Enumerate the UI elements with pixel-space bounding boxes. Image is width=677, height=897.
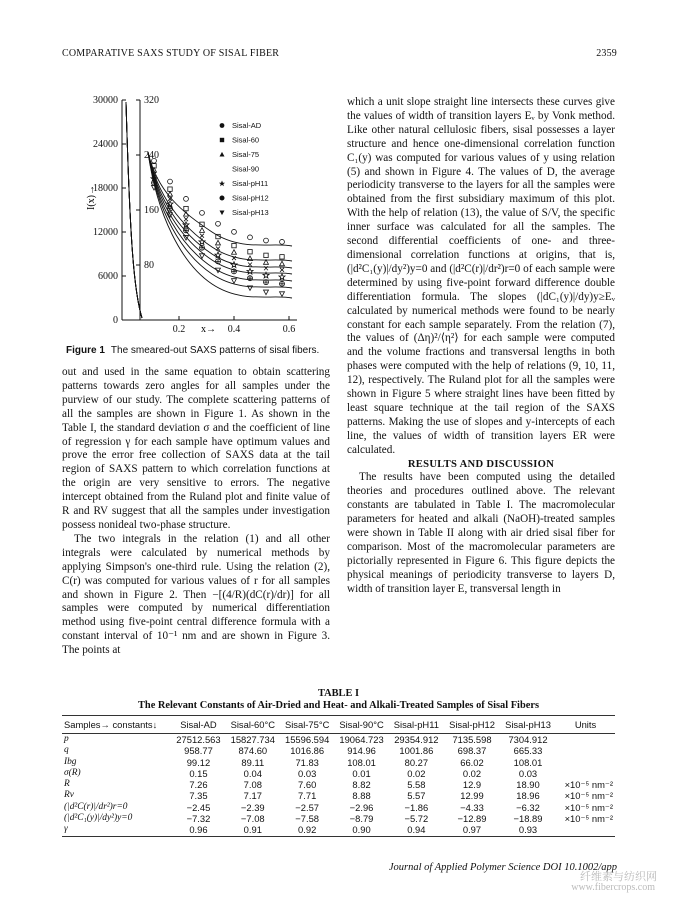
table-column-header: Sisal-pH11 [389, 716, 444, 734]
table-row [62, 813, 615, 824]
table-cell: 18.96 [516, 790, 540, 802]
marker-triangle [220, 152, 225, 157]
marker-circle [200, 210, 205, 215]
table-cell: −1.86 [404, 801, 429, 813]
table-row-label: (|d²C₁(y)|/dy²)y=0 [64, 813, 133, 824]
table-cell: 7.08 [243, 779, 262, 791]
table-cell [556, 745, 615, 756]
table-cell: 0.02 [462, 767, 482, 779]
legend-entry: Sisal-60 [232, 135, 260, 145]
y-tick-inner: 80 [144, 260, 154, 271]
table-cell: 7304.912 [508, 734, 548, 745]
y-tick-inner: 160 [144, 205, 159, 216]
marker-triangle [280, 261, 285, 266]
y-tick-outer: 18000 [93, 183, 118, 194]
table-row-label: p [64, 734, 69, 744]
marker-triangle [200, 228, 205, 233]
marker-circle [168, 179, 173, 184]
marker-triangle [216, 240, 221, 245]
table-cell: 99.12 [186, 756, 211, 768]
table-row [62, 745, 615, 756]
table-cell: ×10⁻⁵ nm⁻² [564, 779, 613, 791]
table-column-header: Sisal-AD [171, 716, 225, 734]
table-cell: ×10⁻⁵ nm⁻² [564, 813, 613, 825]
table-cell: 5.58 [407, 779, 426, 791]
table-column-header: Sisal-pH13 [500, 716, 556, 734]
marker-circle [280, 239, 285, 244]
marker-triangle [232, 250, 237, 255]
marker-circle [216, 221, 221, 226]
table-row [62, 802, 615, 813]
marker-star [199, 239, 205, 245]
left-column [62, 366, 330, 658]
marker-triangle-down [280, 292, 285, 297]
figure-caption [66, 345, 319, 356]
table-column-header: Sisal-90°C [334, 716, 388, 734]
left-paragraph-2: The two integrals in the relation (1) and all other integrals were calculated by numerical methods by applying Simpson's one-third rule. Using the relation (2), C(r) was computed for various values of r for all samples and shown in Figure 2. Then −[(4/R)(dC(r)/dr)] for all samples were computed by numerical differentiation method using five-point central difference formula with a constant interval of 10⁻¹ nm and are shown in Figure 3. The points at [62, 532, 330, 657]
x-axis-label: x→ [201, 324, 216, 335]
table-cell: −8.79 [349, 813, 374, 825]
figure-caption-label: Figure 1 [66, 345, 105, 356]
table-cell: 0.90 [334, 824, 388, 836]
right-paragraph-2: The results have been computed using the detailed theories and procedures outlined above. The relevant constants are tabulated in Table I. The macromolecular parameters for heated and alkali (NaOH)-treated samples were shown in Table II along with air dried sisal fiber for comparison. Most of the macromolecular parameters are pictorially represented in Figure 6. This figure depicts the physical meanings of periodicity transverse to layers D, width of transition layer E, transversal length in [347, 471, 615, 595]
constants-table [62, 715, 615, 837]
table-cell: 1016.86 [290, 745, 325, 757]
y-tick-inner: 320 [144, 95, 159, 106]
marker-square [232, 243, 236, 247]
marker-cross [280, 268, 284, 272]
marker-square [220, 138, 224, 142]
table-cell: 7135.598 [452, 734, 492, 745]
marker-circle [184, 196, 189, 201]
table-cell: 698.37 [457, 745, 487, 757]
table-cell: 665.33 [513, 745, 543, 757]
table-cell: 15827.734 [230, 734, 275, 745]
table-cell: 29354.912 [394, 734, 439, 745]
table-cell: 66.02 [460, 756, 484, 768]
table-cell [556, 768, 615, 779]
table-row-label: (|d²C(r)|/dr²)r=0 [64, 801, 128, 812]
legend-entry: Sisal-pH11 [232, 179, 269, 188]
marker-star [247, 268, 253, 274]
legend-entry: Sisal-75 [232, 150, 260, 159]
marker-circle [264, 238, 269, 243]
marker-star [279, 274, 285, 280]
table-cell: 0.96 [171, 824, 225, 836]
table-row [62, 824, 615, 836]
table-cell: 12.99 [460, 790, 484, 802]
legend-entry: Sisal-pH12 [232, 193, 269, 203]
table-cell: −18.89 [513, 813, 543, 825]
figure-legend [219, 121, 269, 217]
y-tick-inner: 240 [144, 150, 159, 161]
table-cell: 1001.86 [399, 745, 434, 757]
table-row [62, 768, 615, 779]
table-cell: 0.01 [352, 767, 371, 779]
table-cell: −2.39 [240, 801, 265, 813]
watermark-text: 纤维素与纺织网 [580, 871, 657, 883]
table-row [62, 734, 615, 746]
table-cell: 89.11 [241, 756, 265, 768]
table-cell: 71.83 [295, 756, 319, 768]
marker-triangle-down [220, 211, 225, 216]
table-row [62, 757, 615, 768]
table-cell: 5.57 [407, 790, 426, 802]
right-column [347, 96, 615, 597]
table-cell: 19064.723 [339, 734, 384, 745]
marker-cross [216, 247, 220, 251]
table-column-header: Sisal-75°C [280, 716, 334, 734]
table-cell: ×10⁻⁵ nm⁻² [564, 801, 613, 813]
table-cell: 27512.563 [176, 734, 221, 745]
table-1 [62, 688, 615, 837]
table-cell: 8.82 [352, 779, 371, 791]
x-tick: 0.2 [172, 324, 186, 335]
table-cell: 0.97 [444, 824, 500, 836]
marker-circle [220, 123, 225, 128]
table-row [62, 790, 615, 801]
table-column-header: Sisal-60°C [226, 716, 280, 734]
journal-footer: Journal of Applied Polymer Science DOI 10.1002/app [388, 862, 617, 873]
marker-triangle-down [232, 279, 237, 284]
table-cell: −6.32 [516, 801, 540, 813]
table-cell: 0.93 [500, 824, 556, 836]
table-corner-header: Samples→ constants↓ [62, 716, 171, 734]
table-cell: 80.27 [404, 756, 429, 768]
marker-triangle-down [264, 290, 269, 295]
table-cell: 0.94 [389, 824, 444, 836]
table-cell: 7.35 [189, 790, 208, 802]
table-cell [556, 824, 615, 836]
x-tick: 0.6 [282, 324, 296, 335]
table-cell: −2.96 [349, 801, 374, 813]
figure-caption-text: The smeared-out SAXS patterns of sisal fibers. [110, 345, 320, 356]
y-axis-label: I(x)→ [86, 185, 97, 210]
y-tick-outer: 24000 [93, 139, 118, 150]
x-tick: 0.4 [227, 324, 241, 335]
section-title: RESULTS AND DISCUSSION [407, 458, 555, 470]
marker-square [184, 206, 188, 210]
table-cell: 108.01 [347, 756, 376, 768]
table-column-header: Units [556, 716, 615, 734]
right-paragraph-1: which a unit slope straight line intersects these curves give the values of width of transition layers Eᵥ by Vonk method. Like other natural cellulosic fibers, sisal possesses a layer structure and hence one-dimensional correlation function C₁(y) was computed for various values of y using relation (5) and shown in Figure 4. The values of D, the average periodicity transverse to the layers for all the samples were obtained from the first subsidiary maximum of this plot. With the help of relation (13), the value of S/V, the specific inner surface was calculated for all the samples. The second differential coefficients of one- and three-dimensional correlation functions at origins, that is, (|d²C₁(y)|/dy²)y=0 and (|d²C(r)|/dr²)r=0 of each sample were determined by using five-point forward difference double differentiation formula. The slopes (|dC₁(y)|/dy)y≥Eᵥ calculated by numerical methods were found to be nearly constant for each sample separately. From the relation (7), the values of (Δη)²/⟨η²⟩ for each sample were computed and the volume fractions and transversal lengths in both phases were computed with the help of relations (9, 10, 11, 12), respectively. The Ruland plot for all the samples were shown in Figure 5 where straight lines have been fitted by least square technique at the tail region of the SAXS patterns. Making the use of slopes and y-intercepts of each line, the values of width of transition layers ER were calculated. [347, 96, 615, 456]
table-row-label: Rv [64, 790, 74, 801]
table-column-header: Sisal-pH12 [444, 716, 500, 734]
table-cell: 12.9 [462, 779, 482, 791]
table-cell: 7.26 [189, 779, 208, 791]
running-header: COMPARATIVE SAXS STUDY OF SISAL FIBER [62, 48, 280, 59]
table-cell: 7.60 [298, 779, 317, 791]
marker-star [231, 262, 237, 268]
table-cell: ×10⁻⁵ nm⁻² [564, 790, 613, 802]
table-cell: 0.04 [243, 767, 262, 779]
table-row-label: q [64, 745, 69, 756]
table-row-label: R [64, 779, 70, 790]
y-tick-outer: 30000 [93, 95, 118, 106]
legend-entry: Sisal-90 [232, 164, 260, 174]
table-title: The Relevant Constants of Air-Dried and Heat- and Alkali-Treated Samples of Sisal Fibers [137, 700, 539, 711]
legend-entry: Sisal-AD [232, 121, 262, 130]
table-cell: −2.45 [186, 801, 211, 813]
marker-square [264, 253, 268, 257]
page-number: 2359 [596, 48, 617, 59]
table-cell: 0.03 [298, 767, 317, 779]
table-cell: −7.32 [186, 813, 211, 825]
table-cell: 7.71 [298, 790, 317, 802]
table-cell: 0.92 [280, 824, 334, 836]
marker-square [168, 187, 172, 191]
table-cell [556, 757, 615, 768]
table-row [62, 779, 615, 790]
table-label: TABLE I [317, 688, 360, 699]
saxs-figure [62, 92, 332, 342]
table-cell: 0.15 [189, 767, 208, 779]
table-cell: −7.08 [240, 813, 265, 825]
table-cell [556, 734, 615, 746]
marker-square [248, 250, 252, 254]
y-tick-outer: 0 [113, 315, 118, 326]
table-cell: −2.57 [295, 801, 320, 813]
watermark-url: www.fibercrops.com [571, 882, 655, 893]
marker-cross [220, 167, 224, 171]
table-cell: 0.03 [518, 767, 538, 779]
table-row-label: σ(R) [64, 767, 81, 778]
table-cell: 874.60 [238, 745, 268, 757]
table-cell: 0.91 [226, 824, 280, 836]
table-cell: 15596.594 [285, 734, 330, 745]
table-cell: 0.02 [407, 767, 426, 779]
table-cell: 18.90 [516, 779, 540, 791]
table-cell: 7.17 [243, 790, 262, 802]
marker-cross [184, 217, 188, 221]
marker-cross [248, 262, 252, 266]
marker-circle-plus [220, 196, 225, 201]
marker-circle [248, 235, 253, 240]
table-cell: 958.77 [184, 745, 213, 757]
table-cell: 914.96 [347, 745, 376, 757]
table-cell: −5.72 [404, 813, 429, 825]
marker-star [183, 222, 189, 228]
marker-cross [200, 234, 204, 238]
marker-star [219, 181, 225, 187]
y-tick-outer: 6000 [98, 271, 118, 282]
table-cell: 108.01 [513, 756, 543, 768]
y-tick-outer: 12000 [93, 227, 118, 238]
table-header-row [62, 716, 615, 734]
marker-circle [232, 229, 237, 234]
table-row-label: γ [62, 824, 171, 836]
table-cell: −4.33 [460, 801, 484, 813]
table-cell: 8.88 [352, 790, 371, 802]
table-cell: −7.58 [295, 813, 320, 825]
table-row-label: Ibg [64, 756, 77, 767]
marker-square [280, 255, 284, 259]
marker-triangle [168, 192, 173, 197]
legend-entry: Sisal-pH13 [232, 208, 269, 217]
left-paragraph-1: out and used in the same equation to obtain scattering patterns towards zero angles for all samples under the purview of our study. The complete scattering patterns of all the samples are shown in Figure 1. As shown in the Table I, the standard deviation σ and the coefficient of line of regression γ for each sample have optimum values and prove the error free collection of SAXS data at the tail region of SAXS pattern to which correlation functions at the origin are very sensitive to errors. The negative intercept obtained from the Ruland plot and finite value of R and RV suggest that all the samples under investigation possess nonideal two-phase structure. [62, 366, 330, 531]
table-cell: −12.89 [457, 813, 487, 825]
